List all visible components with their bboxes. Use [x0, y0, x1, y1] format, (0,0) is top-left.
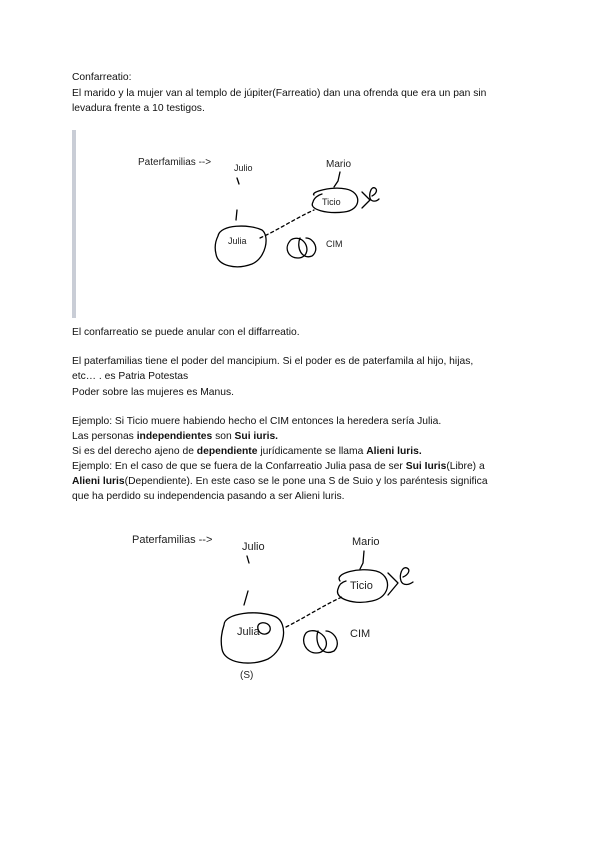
diagram-1-link-dashed [260, 210, 314, 238]
manus-text: Poder sobre las mujeres es Manus. [72, 387, 234, 398]
dependiente-line: Si es del derecho ajeno de dependiente jurídicamente se llama Alieni luris. [72, 446, 422, 457]
diagram-2-cim-label: CIM [350, 628, 371, 640]
alieni-luris-bold: Alieni luris. [366, 446, 422, 457]
diagram-1-mario-label: Mario [326, 159, 352, 170]
anular-text: El confarreatio se puede anular con el diffarreatio. [72, 327, 300, 338]
sui-iuris-libre-bold: Sui Iuris [405, 461, 447, 472]
diagram-2-ticio-label: Ticio [350, 580, 373, 592]
diagram-2-julio-label: Julio [242, 541, 265, 553]
alieni-luris-dependiente-bold: Alieni luris [72, 476, 125, 487]
diagram-2-julio-tick [247, 556, 249, 563]
diagram-1-cim-rings [287, 238, 316, 258]
ejemplo-2-line-1: Ejemplo: En el caso de que se fuera de la Confarreatio Julia pasa de ser Sui Iuris(Libre) a [72, 461, 485, 472]
diagram-1-julia-circle [215, 226, 266, 267]
diagram-1-julio-tick [237, 178, 239, 184]
ejemplo-2-line-2: Alieni luris(Dependiente). En este caso se le pone una S de Suio y los paréntesis significa [72, 476, 488, 487]
diagram-2-julia-tick [244, 591, 248, 605]
diagram-2-s-mark: (S) [240, 670, 254, 681]
diagram-1-ticio-label: Ticio [322, 197, 341, 207]
diagram-1-julio-label: Julio [234, 163, 253, 173]
diagram-2-e-mark [400, 568, 413, 585]
diagram-1-e-mark [370, 188, 379, 201]
diagram-2-paterfamilias-label: Paterfamilias --> [132, 534, 213, 546]
diagram-2-julia-scribble [258, 623, 270, 634]
sui-iuris-bold: Sui iuris. [234, 431, 279, 442]
dependiente-bold: dependiente [196, 446, 258, 457]
quote-sidebar-bar [72, 130, 76, 318]
personas-line: Las personas independientes son Sui iuris. [72, 431, 279, 442]
intro-line-1: El marido y la mujer van al templo de júpiter(Farreatio) dan una ofrenda que era un pan sin [72, 88, 487, 99]
diagram-2-julia-label: Julia [237, 626, 260, 638]
heading: Confarreatio: [72, 72, 132, 83]
diagram-1-cim-label: CIM [326, 239, 343, 249]
diagram-1-julia-tick [236, 210, 237, 220]
diagram-2 [120, 525, 460, 695]
diagram-1-julia-label: Julia [228, 236, 247, 246]
intro-line-2: levadura frente a 10 testigos. [72, 103, 205, 114]
diagram-2-ticio-arrow [388, 573, 398, 595]
diagram-2-link-dashed [286, 597, 342, 627]
ejemplo-2-line-3: que ha perdido su independencia pasando a ser Alieni luris. [72, 491, 345, 502]
diagram-1-paterfamilias-label: Paterfamilias --> [138, 157, 212, 168]
diagram-1 [100, 140, 440, 280]
diagram-2-mario-stroke [360, 551, 364, 569]
paterfamilias-line-1: El paterfamilias tiene el poder del mancipium. Si el poder es de paterfamila al hijo, hijas, [72, 356, 474, 367]
diagram-2-mario-label: Mario [352, 536, 380, 548]
ejemplo-1: Ejemplo: Si Ticio muere habiendo hecho el CIM entonces la heredera sería Julia. [72, 416, 442, 427]
diagram-2-cim-rings [304, 631, 338, 653]
diagram-1-ticio-arrow [362, 192, 370, 208]
independientes-bold: independientes [136, 431, 213, 442]
paterfamilias-line-2: etc… . es Patria Potestas [72, 371, 189, 382]
diagram-1-mario-stroke [334, 172, 340, 187]
